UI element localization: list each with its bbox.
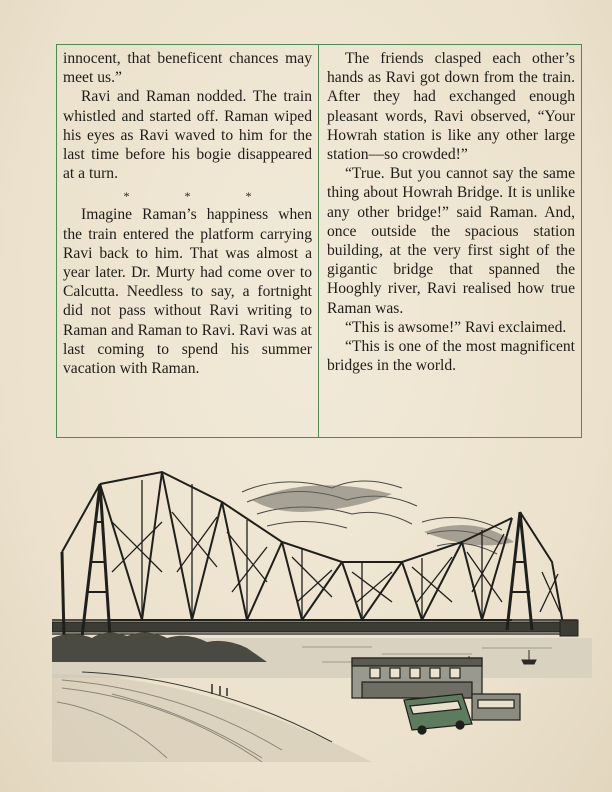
right-paragraph-3: “This is awsome!” Ravi exclaimed. — [345, 318, 567, 336]
bus — [404, 694, 472, 734]
right-paragraph-1: The friends clasped each other’s hands as Ravi got down from the train. After they had exchanged enough pleasant words, Ravi observed, “Your Howrah station is like any other large station—so crowded!” — [327, 50, 575, 164]
bridge-left-tower — [62, 484, 110, 637]
tram — [472, 694, 520, 720]
right-paragraph-2: “True. But you cannot say the same thing about Howrah Bridge. It is unlike any other bridge!” said Raman. And, once outside the spacious station building, at the very first sight of the gigantic bridge that spanned the Hooghly river, Ravi realised how true Raman was. — [327, 165, 575, 317]
left-paragraph-3: Imagine Raman’s happiness when the train entered the platform carrying Ravi back to him. That was almost a year later. Dr. Murty had come over to Calcutta. Needless to say, a fortnight did not pass without Ravi writing to Raman and Raman to Ravi. Ravi was at last coming to spend his summer vacation with Raman. — [63, 206, 312, 378]
howrah-bridge-illustration — [52, 462, 592, 762]
left-paragraph-2: Ravi and Raman nodded. The train whistled and started off. Raman wiped his eyes as Ravi waved to him for the last time before his bogie disappeared at a turn. — [63, 88, 312, 183]
right-column — [321, 45, 581, 437]
bridge-right-tower — [507, 512, 578, 636]
right-paragraph-4: “This is one of the most magnificent bridges in the world. — [327, 338, 575, 375]
embankment-trees — [52, 632, 267, 662]
station-buildings — [352, 658, 482, 698]
left-column — [57, 45, 319, 437]
section-break-stars: * * * — [123, 189, 252, 204]
story-text-box — [56, 44, 582, 438]
left-paragraph-1: innocent, that beneficent chances may meet us.” — [63, 50, 312, 87]
bridge-deck — [52, 620, 577, 634]
